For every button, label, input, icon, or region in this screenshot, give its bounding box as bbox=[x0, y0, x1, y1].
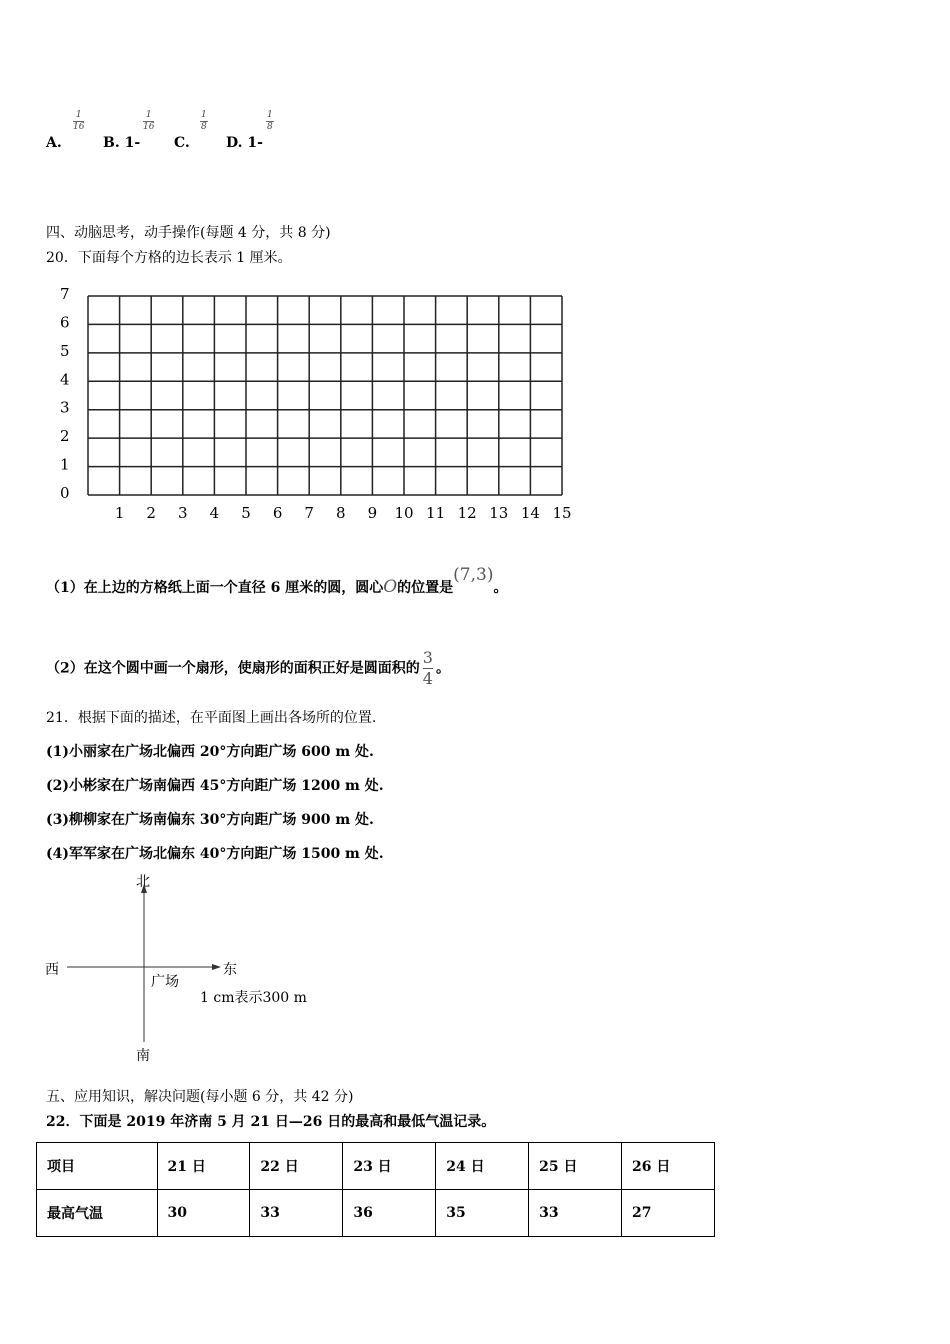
table-cell: 最高气温 bbox=[37, 1190, 158, 1237]
option-d: D. 1- bbox=[226, 135, 263, 151]
x-tick-label: 14 bbox=[520, 504, 540, 522]
x-tick-label: 10 bbox=[394, 504, 414, 522]
table-cell: 33 bbox=[250, 1190, 343, 1237]
fraction: $\frac{1}{16}$ bbox=[143, 110, 155, 132]
y-tick-label: 5 bbox=[60, 341, 70, 360]
fraction: $\frac{1}{8}$ bbox=[201, 110, 207, 132]
table-cell: 项目 bbox=[37, 1143, 158, 1190]
table-cell: 25 日 bbox=[529, 1143, 622, 1190]
table-cell: 24 日 bbox=[436, 1143, 529, 1190]
scale-label: 1 cm表示300 m bbox=[200, 990, 307, 1006]
table-cell: 27 bbox=[622, 1190, 715, 1237]
q20-part1: （1）在上边的方格纸上面一个直径 6 厘米的圆，圆心O的位置是(7,3)。 bbox=[46, 565, 508, 597]
y-tick-label: 0 bbox=[60, 484, 70, 502]
q21-item: (4)军军家在广场北偏东 40°方向距广场 1500 m 处. bbox=[46, 846, 384, 862]
x-tick-label: 2 bbox=[146, 504, 156, 522]
north-label: 北 bbox=[136, 874, 150, 890]
east-label: 东 bbox=[223, 962, 237, 978]
table-cell: 22 日 bbox=[250, 1143, 343, 1190]
section4-title: 四、动脑思考，动手操作(每题 4 分，共 8 分) bbox=[46, 225, 331, 241]
y-tick-label: 3 bbox=[60, 398, 70, 417]
x-tick-label: 3 bbox=[178, 504, 188, 522]
q22-title: 22．下面是 2019 年济南 5 月 21 日—26 日的最高和最低气温记录。 bbox=[46, 1114, 496, 1130]
plaza-label: 广场 bbox=[151, 974, 179, 990]
q20-title: 20．下面每个方格的边长表示 1 厘米。 bbox=[46, 250, 292, 266]
table-cell: 33 bbox=[529, 1190, 622, 1237]
y-tick-label: 4 bbox=[60, 370, 70, 389]
table-row bbox=[37, 1143, 715, 1190]
table-cell: 30 bbox=[157, 1190, 250, 1237]
section5-title: 五、应用知识，解决问题(每小题 6 分，共 42 分) bbox=[46, 1089, 354, 1105]
q21-title: 21．根据下面的描述，在平面图上画出各场所的位置. bbox=[46, 710, 377, 726]
q21-item: (2)小彬家在广场南偏西 45°方向距广场 1200 m 处. bbox=[46, 778, 384, 794]
table-cell: 21 日 bbox=[157, 1143, 250, 1190]
x-tick-label: 1 bbox=[114, 504, 125, 522]
q21-item: (3)柳柳家在广场南偏东 30°方向距广场 900 m 处. bbox=[46, 812, 374, 828]
y-tick-label: 7 bbox=[60, 285, 70, 303]
fraction: $\frac{1}{8}$ bbox=[267, 110, 273, 132]
west-label: 西 bbox=[45, 962, 59, 978]
grid-paper bbox=[0, 0, 950, 540]
x-tick-label: 6 bbox=[272, 504, 283, 522]
table-row bbox=[37, 1190, 715, 1237]
x-tick-label: 12 bbox=[457, 504, 477, 522]
q21-item: (1)小丽家在广场北偏西 20°方向距广场 600 m 处. bbox=[46, 744, 374, 760]
x-tick-label: 5 bbox=[241, 504, 251, 522]
y-tick-label: 6 bbox=[60, 313, 70, 332]
table-cell: 36 bbox=[343, 1190, 436, 1237]
table-cell: 35 bbox=[436, 1190, 529, 1237]
x-tick-label: 7 bbox=[304, 504, 314, 522]
option-b: B. 1- bbox=[103, 135, 141, 151]
temperature-table bbox=[36, 1142, 715, 1237]
table-cell: 23 日 bbox=[343, 1143, 436, 1190]
y-tick-label: 1 bbox=[60, 455, 70, 474]
south-label: 南 bbox=[136, 1048, 150, 1064]
east-arrow-icon bbox=[212, 964, 221, 970]
x-tick-label: 13 bbox=[489, 504, 509, 522]
compass-diagram bbox=[0, 860, 400, 1070]
q20-part2: （2）在这个圆中画一个扇形，使扇形的面积正好是圆面积的 $\frac{3}{4}$ 。 bbox=[46, 648, 450, 688]
x-tick-label: 11 bbox=[426, 504, 446, 522]
x-tick-label: 4 bbox=[209, 504, 220, 522]
option-c: C. bbox=[174, 135, 190, 151]
fraction: $\frac{1}{16}$ bbox=[73, 110, 85, 132]
x-tick-label: 8 bbox=[336, 504, 346, 522]
y-tick-label: 2 bbox=[60, 427, 70, 446]
table-cell: 26 日 bbox=[622, 1143, 715, 1190]
option-a: A. bbox=[46, 135, 62, 151]
x-tick-label: 15 bbox=[552, 504, 572, 522]
x-tick-label: 9 bbox=[367, 504, 378, 522]
